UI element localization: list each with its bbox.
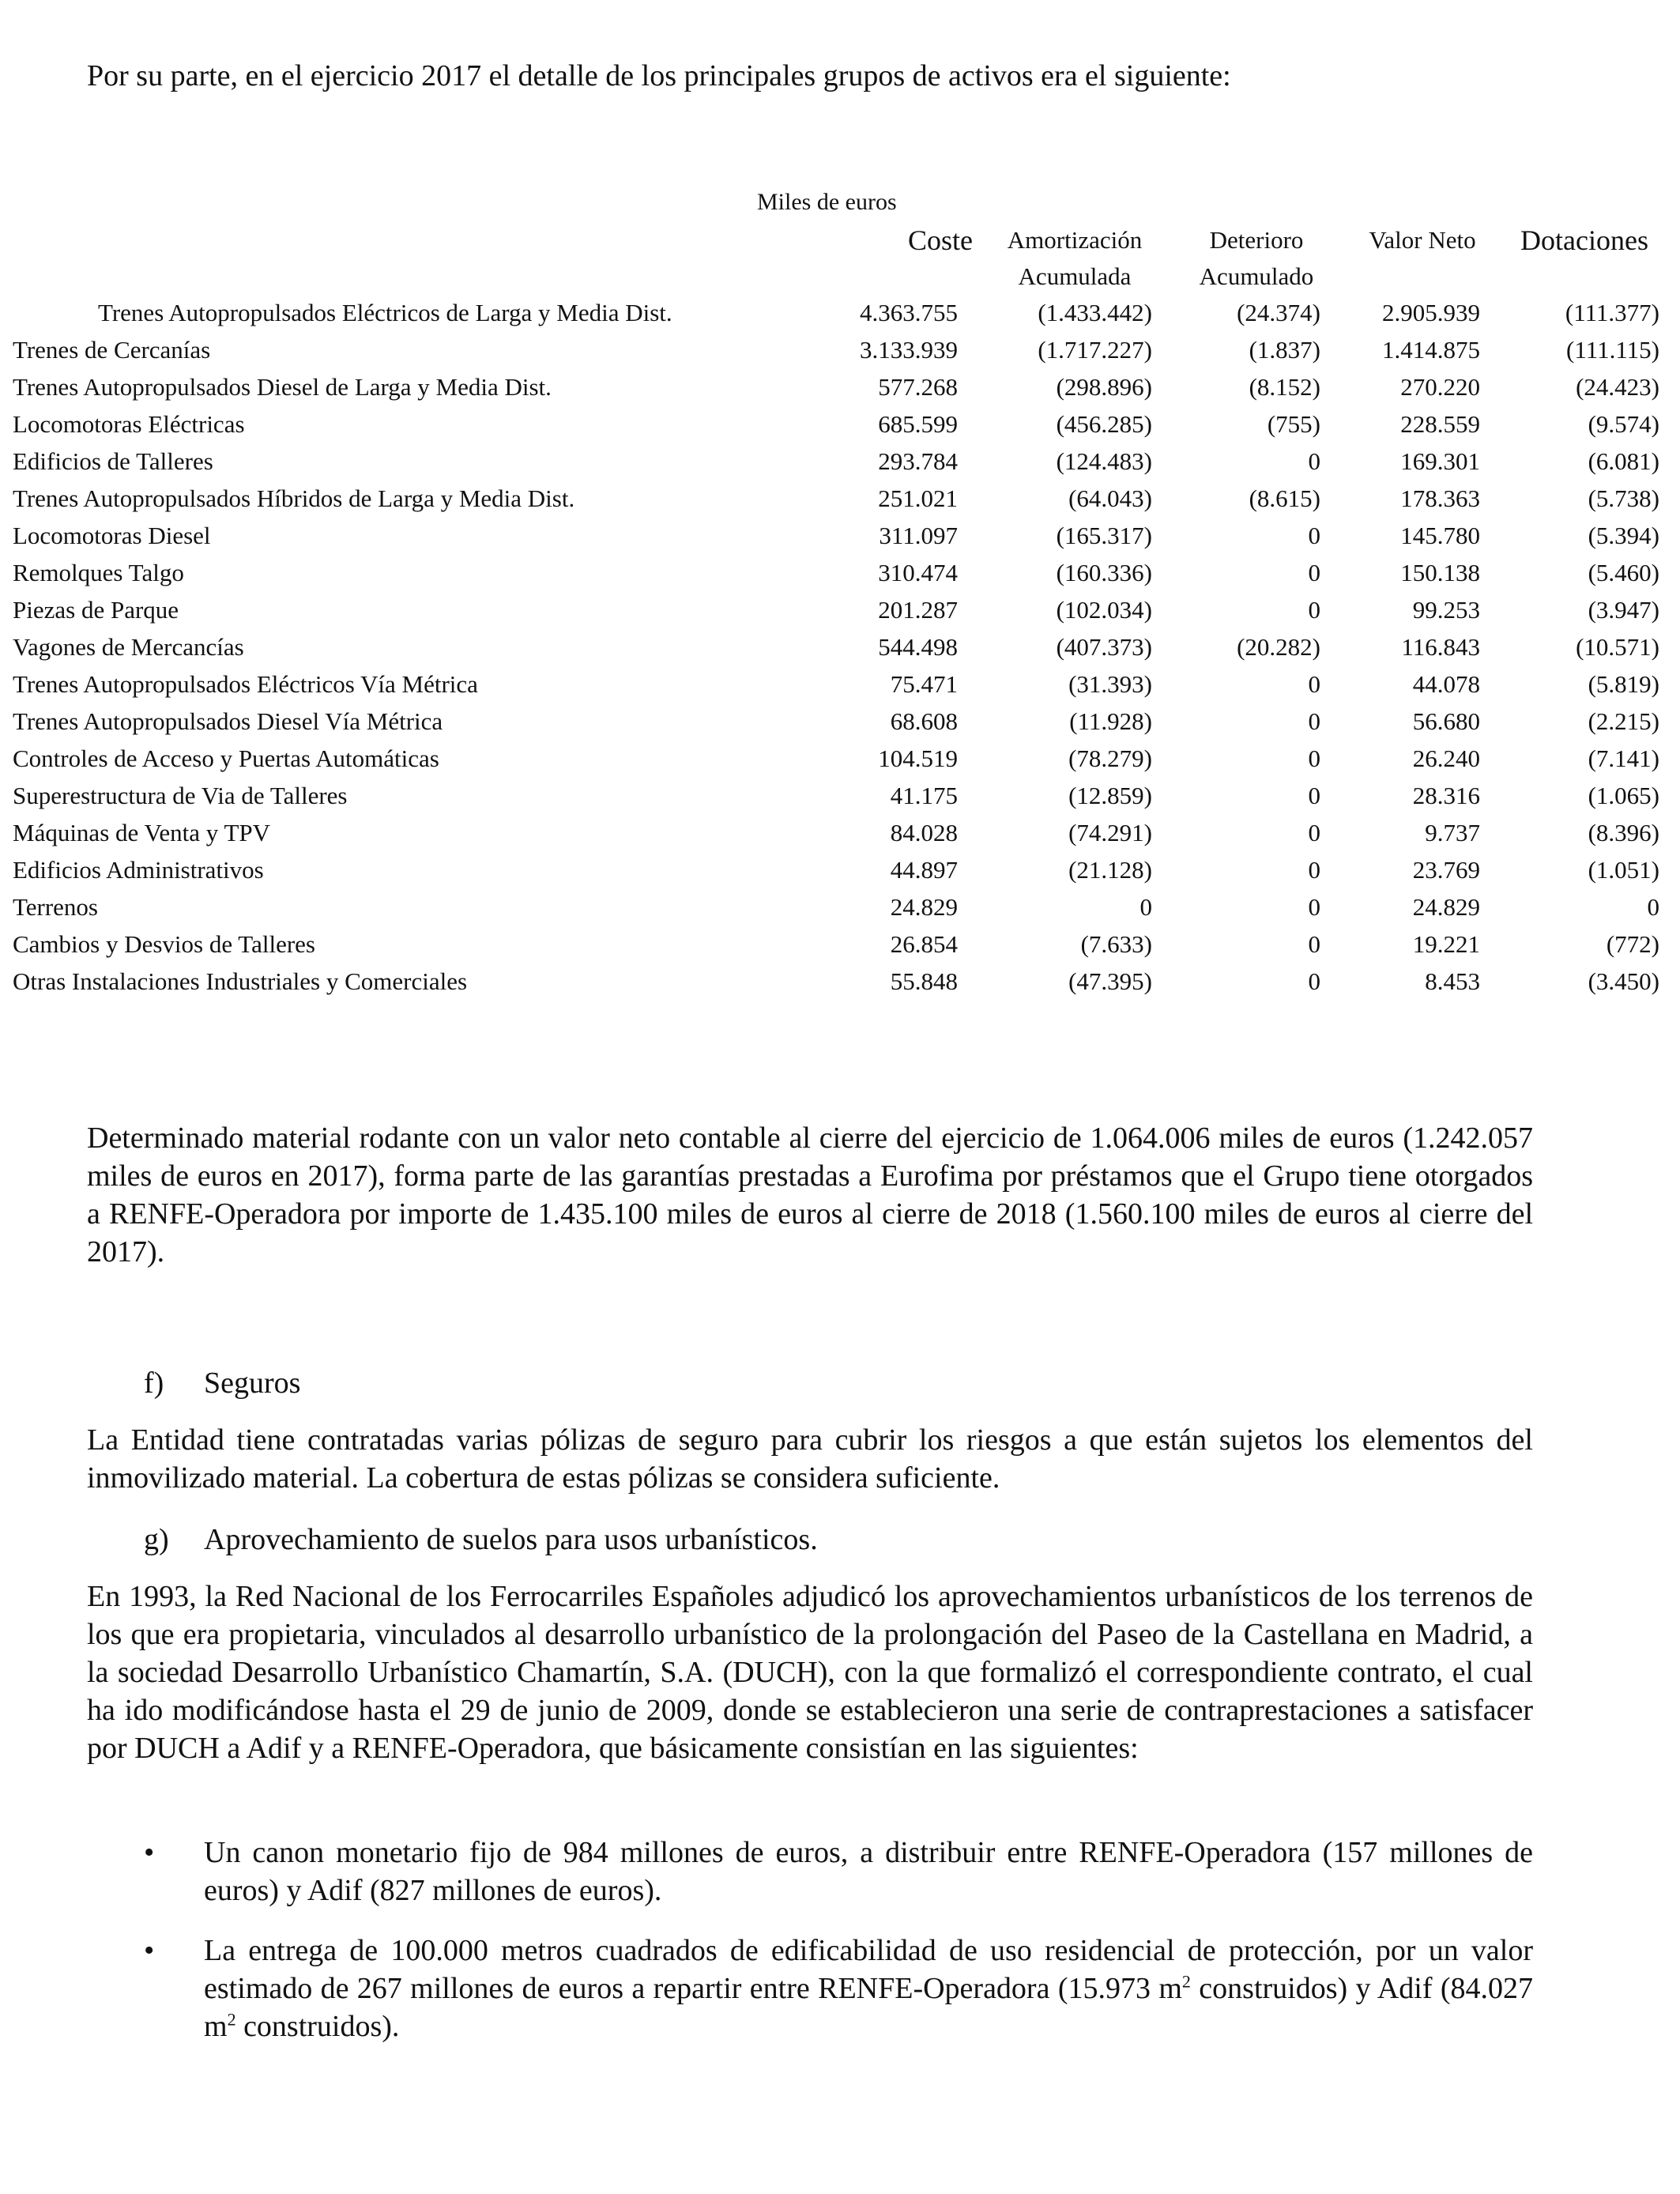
section-f-title: Seguros [204,1367,301,1400]
row-label: Edificios Administrativos [13,856,264,884]
table-row [0,851,1680,888]
cell-deterioro: 0 [1308,670,1320,698]
cell-amortizacion: (124.483) [1056,447,1152,475]
bullet-2-sup1: 2 [1181,1971,1191,1992]
row-label: Trenes de Cercanías [13,336,211,364]
cell-valor-neto: 2.905.939 [1382,299,1480,326]
cell-amortizacion: (64.043) [1068,484,1152,512]
table-row [0,443,1680,480]
cell-coste: 293.784 [878,447,958,475]
cell-coste: 68.608 [890,707,958,735]
cell-dotaciones: (24.423) [1576,373,1659,401]
cell-amortizacion: (31.393) [1068,670,1152,698]
cell-deterioro: (1.837) [1249,336,1320,364]
cell-amortizacion: (102.034) [1056,596,1152,624]
cell-amortizacion: 0 [1139,893,1152,921]
cell-deterioro: 0 [1308,893,1320,921]
row-label: Terrenos [13,893,99,921]
table-row [0,888,1680,925]
table-row [0,517,1680,554]
cell-amortizacion: (165.317) [1056,522,1152,549]
cell-coste: 251.021 [878,484,958,512]
cell-valor-neto: 44.078 [1412,670,1480,698]
section-g-heading [144,1521,818,1559]
cell-coste: 201.287 [878,596,958,624]
cell-dotaciones: (6.081) [1588,447,1659,475]
table-row [0,703,1680,740]
header-acumulado: Acumulado [1199,262,1314,290]
cell-valor-neto: 23.769 [1412,856,1480,884]
row-label: Remolques Talgo [13,559,184,586]
cell-deterioro: 0 [1308,967,1320,995]
cell-valor-neto: 145.780 [1400,522,1480,549]
table-row [0,591,1680,628]
cell-coste: 44.897 [890,856,958,884]
cell-deterioro: 0 [1308,559,1320,586]
cell-valor-neto: 1.414.875 [1382,336,1480,364]
cell-valor-neto: 19.221 [1412,930,1480,958]
table-row [0,665,1680,703]
cell-dotaciones: (8.396) [1588,819,1659,846]
cell-valor-neto: 116.843 [1401,633,1480,661]
bullet-2-text [204,1932,1533,2045]
row-label: Edificios de Talleres [13,447,213,475]
cell-valor-neto: 9.737 [1425,819,1480,846]
table-row [0,554,1680,591]
cell-dotaciones: (9.574) [1588,410,1659,438]
cell-deterioro: (8.152) [1249,373,1320,401]
cell-dotaciones: (3.450) [1588,967,1659,995]
table-row [0,740,1680,777]
row-label: Trenes Autopropulsados Eléctricos de Larga y Media Dist. [98,299,672,326]
cell-dotaciones: (111.377) [1565,299,1659,326]
section-f-letter: f) [144,1367,164,1400]
cell-dotaciones: (5.738) [1588,484,1659,512]
cell-coste: 41.175 [890,782,958,809]
cell-deterioro: 0 [1308,707,1320,735]
cell-coste: 3.133.939 [860,336,958,364]
cell-dotaciones: (10.571) [1576,633,1659,661]
table-row [0,294,1680,331]
cell-coste: 4.363.755 [860,299,958,326]
cell-coste: 75.471 [890,670,958,698]
cell-valor-neto: 228.559 [1400,410,1480,438]
cell-valor-neto: 178.363 [1400,484,1480,512]
cell-deterioro: 0 [1308,856,1320,884]
table-row [0,777,1680,814]
table-units: Miles de euros [757,189,897,215]
row-label: Controles de Acceso y Puertas Automáticas [13,745,439,772]
row-label: Trenes Autopropulsados Diesel de Larga y Media Dist. [13,373,552,401]
cell-valor-neto: 169.301 [1400,447,1480,475]
row-label: Trenes Autopropulsados Eléctricos Vía Métrica [13,670,478,698]
row-label: Piezas de Parque [13,596,179,624]
bullet-2-part2: construidos) y Adif (84.027 m [204,1972,1533,2043]
cell-coste: 84.028 [890,819,958,846]
cell-amortizacion: (1.717.227) [1038,336,1152,364]
row-label: Locomotoras Eléctricas [13,410,245,438]
cell-coste: 24.829 [890,893,958,921]
table-row [0,480,1680,517]
table-row [0,963,1680,1000]
header-valor-neto: Valor Neto [1369,226,1476,254]
bullet-2-sup2: 2 [227,2009,236,2030]
cell-amortizacion: (7.633) [1080,930,1152,958]
cell-dotaciones: (111.115) [1566,336,1659,364]
header-coste: Coste [907,224,973,256]
cell-coste: 311.097 [879,522,958,549]
cell-deterioro: (8.615) [1249,484,1320,512]
row-label: Cambios y Desvios de Talleres [13,930,315,958]
table-row [0,814,1680,851]
cell-coste: 685.599 [878,410,958,438]
cell-deterioro: (20.282) [1237,633,1320,661]
row-label: Superestructura de Via de Talleres [13,782,348,809]
intro-paragraph: Por su parte, en el ejercicio 2017 el detalle de los principales grupos de activos era el siguiente: [87,59,1231,92]
cell-amortizacion: (47.395) [1068,967,1152,995]
cell-dotaciones: (7.141) [1588,745,1659,772]
table-row [0,925,1680,963]
cell-deterioro: (755) [1267,410,1320,438]
bullet-2-mark: • [144,1934,155,1967]
cell-coste: 544.498 [878,633,958,661]
cell-deterioro: 0 [1308,819,1320,846]
table-row [0,405,1680,443]
material-rodante-paragraph: Determinado material rodante con un valor neto contable al cierre del ejercicio de 1.064.006 miles de euros (1.242.057 miles de euros en 2017), forma parte de las garantías prestadas a Eurofima por préstamos que el Grupo tiene otorgados a RENFE-Operadora por importe de 1.435.100 miles de euros al cierre de 2018 (1.560.100 miles de euros al cierre del 2017). [87,1122,1533,1269]
section-g-title: Aprovechamiento de suelos para usos urbanísticos. [204,1523,818,1556]
table-body [0,294,1680,1000]
row-label: Máquinas de Venta y TPV [13,819,271,846]
cell-coste: 310.474 [878,559,958,586]
bullet-1-mark: • [144,1836,155,1869]
cell-coste: 577.268 [878,373,958,401]
cell-deterioro: 0 [1308,782,1320,809]
cell-coste: 26.854 [890,930,958,958]
cell-dotaciones: (5.460) [1588,559,1659,586]
cell-valor-neto: 56.680 [1412,707,1480,735]
cell-amortizacion: (11.928) [1069,707,1152,735]
cell-deterioro: 0 [1308,745,1320,772]
cell-amortizacion: (298.896) [1056,373,1152,401]
duch-paragraph: En 1993, la Red Nacional de los Ferrocarriles Españoles adjudicó los aprovechamientos urbanísticos de los terrenos de los que era propietaria, vinculados al desarrollo urbanístico de la prolongación del Paseo de la Castellana en Madrid, a la sociedad Desarrollo Urbanístico Chamartín, S.A. (DUCH), con la que formalizó el correspondiente contrato, el cual ha ido modificándose hasta el 29 de junio de 2009, donde se establecieron una serie de contraprestaciones a satisfacer por DUCH a Adif y a RENFE-Operadora, que básicamente consistían en las siguientes: [87,1580,1533,1765]
cell-dotaciones: (5.394) [1588,522,1659,549]
table-row [0,628,1680,665]
header-acumulada: Acumulada [1018,262,1132,290]
cell-coste: 55.848 [890,967,958,995]
cell-valor-neto: 8.453 [1425,967,1480,995]
cell-valor-neto: 99.253 [1412,596,1480,624]
seguros-paragraph: La Entidad tiene contratadas varias pólizas de seguro para cubrir los riesgos a que están sujetos los elementos del inmovilizado material. La cobertura de estas pólizas se considera suficiente. [87,1423,1533,1495]
table-row [0,368,1680,405]
cell-valor-neto: 28.316 [1412,782,1480,809]
bullet-1-text: Un canon monetario fijo de 984 millones de euros, a distribuir entre RENFE-Operadora (157 millones de euros) y Adif (827 millones de euros). [204,1836,1533,1907]
cell-valor-neto: 150.138 [1400,559,1480,586]
cell-amortizacion: (407.373) [1056,633,1152,661]
cell-dotaciones: (1.051) [1588,856,1659,884]
header-deterioro: Deterioro [1209,226,1304,254]
cell-amortizacion: (456.285) [1056,410,1152,438]
cell-dotaciones: (2.215) [1588,707,1659,735]
cell-dotaciones: (3.947) [1588,596,1659,624]
row-label: Trenes Autopropulsados Diesel Vía Métrica [13,707,443,735]
cell-coste: 104.519 [878,745,958,772]
bullet-2-part1: La entrega de 100.000 metros cuadrados de edificabilidad de uso residencial de protección, por un valor estimado de 267 millones de euros a repartir entre RENFE-Operadora (15.973 m [204,1934,1533,2005]
cell-amortizacion: (1.433.442) [1038,299,1152,326]
cell-valor-neto: 270.220 [1400,373,1480,401]
bullet-2-part3: construidos). [235,2010,400,2043]
cell-dotaciones: (5.819) [1588,670,1659,698]
header-amortizacion: Amortización [1007,226,1143,254]
table-row [0,331,1680,368]
cell-valor-neto: 26.240 [1412,745,1480,772]
cell-amortizacion: (78.279) [1068,745,1152,772]
row-label: Locomotoras Diesel [13,522,211,549]
cell-deterioro: (24.374) [1237,299,1320,326]
section-f-heading [144,1364,300,1402]
cell-valor-neto: 24.829 [1412,893,1480,921]
cell-dotaciones: 0 [1647,893,1659,921]
cell-amortizacion: (160.336) [1056,559,1152,586]
cell-deterioro: 0 [1308,522,1320,549]
section-g-letter: g) [144,1523,169,1556]
cell-amortizacion: (74.291) [1068,819,1152,846]
cell-deterioro: 0 [1308,447,1320,475]
cell-deterioro: 0 [1308,596,1320,624]
row-label: Trenes Autopropulsados Híbridos de Larga y Media Dist. [13,484,575,512]
cell-dotaciones: (1.065) [1588,782,1659,809]
cell-dotaciones: (772) [1606,930,1659,958]
row-label: Otras Instalaciones Industriales y Comerciales [13,967,468,995]
cell-deterioro: 0 [1308,930,1320,958]
row-label: Vagones de Mercancías [13,633,244,661]
header-dotaciones: Dotaciones [1520,224,1648,256]
cell-amortizacion: (21.128) [1068,856,1152,884]
cell-amortizacion: (12.859) [1068,782,1152,809]
